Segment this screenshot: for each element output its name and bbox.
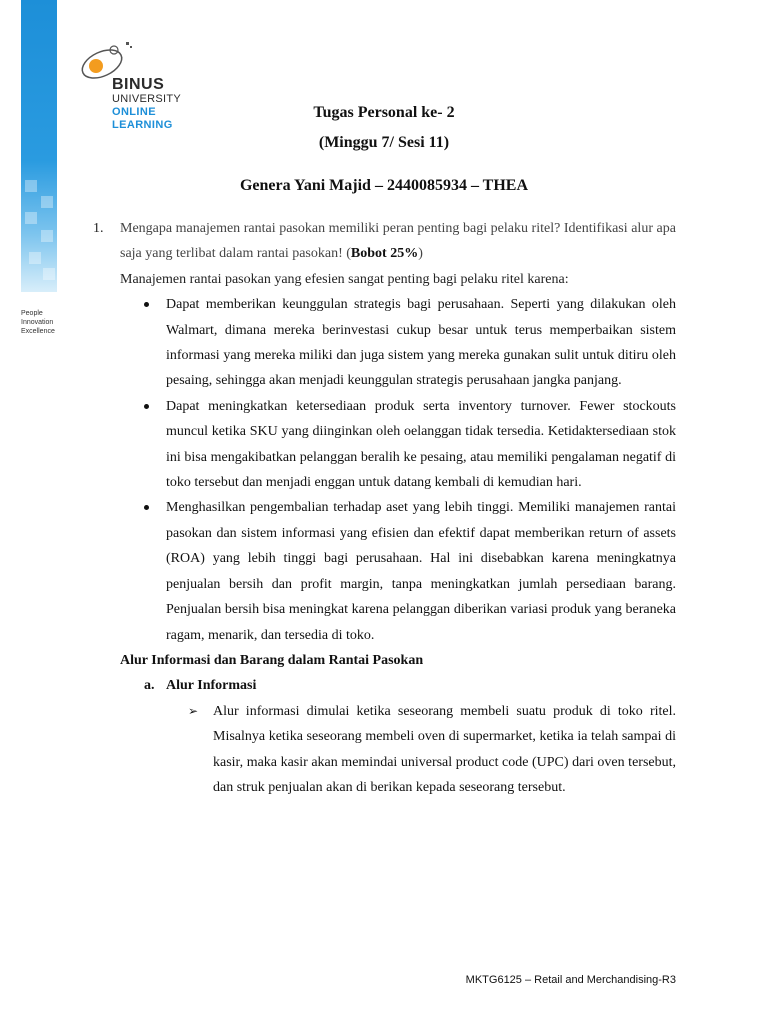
arrow-bullet-icon: ➢ [188,703,199,718]
question-text [120,216,676,267]
reasons-list [93,292,676,648]
document-body [93,216,676,800]
page-footer: MKTG6125 – Retail and Merchandising-R3 [465,974,676,986]
session-info: (Minggu 7/ Sesi 11) [318,134,450,151]
subsection-heading: Alur Informasi [166,678,257,694]
bullet-icon [144,302,149,307]
question-1 [93,216,676,267]
list-item [93,495,676,647]
tagline-people: People [21,310,43,317]
question-weight: Bobot 25% [350,246,419,262]
tagline-excellence: Excellence [21,328,55,335]
logo-emblem-icon [76,36,136,81]
subsection-label: a. [144,678,155,694]
tagline-innovation: Innovation [21,319,54,326]
arrow-list-item [93,699,676,801]
question-number: 1. [93,221,104,236]
list-item-text: Menghasilkan pengembalian terhadap aset yang lebih tinggi. Memiliki manajemen rantai pasokan dan sistem informasi yang efisien dan efektif dapat memberikan return of assets (ROA) yang lebih tinggi bagi perusahaan. Hal ini disebabkan karena meningkatnya penjualan bersih dan profit margin, tanpa meningkatkan jumlah persediaan barang. Penjualan bersih bisa meningkat karena pelanggan diberikan variasi produk yang beraneka ragam, menarik, dan tersedia di toko. [166,500,676,643]
answer-intro: Manajemen rantai pasokan yang efesien sangat penting bagi pelaku ritel karena: [120,271,569,287]
logo-learning: LEARNING [112,119,173,131]
logo-university: UNIVERSITY [112,93,182,105]
logo-online: ONLINE [112,106,156,118]
tagline [21,309,55,336]
question-close: ) [418,246,423,262]
bullet-icon [144,505,149,510]
list-item-text: Dapat meningkatkan ketersediaan produk serta inventory turnover. Fewer stockouts muncul ketika SKU yang diinginkan oleh oelanggan tidak tersedia. Ketidaktersediaan stok ini bisa mengakibatkan pelanggan beralih ke pesaing, atau memiliki pengalaman negatif di toko tersebut dan menjadi enggan untuk datang kembali di kemudian hari. [166,398,676,491]
list-item-text: Dapat memberikan keunggulan strategis bagi perusahaan. Seperti yang dilakukan oleh Walmart, dimana mereka berinvestasi cukup besar untuk terus memperbaikan sistem informasi yang mereka miliki dan juga sistem yang mereka gunakan sulit untuk ditiru oleh pesaing, sehingga akan menjadi keunggulan strategis perusahaan jangka panjang. [166,297,676,389]
list-item [93,292,676,394]
section-heading: Alur Informasi dan Barang dalam Rantai Pasokan [120,652,424,668]
student-info: Genera Yani Majid – 2440085934 – THEA [239,177,528,194]
subsection-a [93,673,676,698]
bullet-icon [144,404,149,409]
assignment-title: Tugas Personal ke- 2 [313,104,455,121]
list-item [93,394,676,496]
logo-binus: BINUS [112,76,165,93]
arrow-item-text: Alur informasi dimulai ketika seseorang membeli suatu produk di toko ritel. Misalnya ketika seseorang membeli oven di supermarket, ketika ia telah sampai di kasir, maka kasir akan memindai universal product code (UPC) dari oven tersebut, dan struk penjualan akan di berikan kepada seseorang tersebut. [213,703,676,795]
question-body: Mengapa manajemen rantai pasokan memiliki peran penting bagi pelaku ritel? Identifikasi alur apa saja yang terlibat dalam rantai pasokan! ( [120,221,676,262]
